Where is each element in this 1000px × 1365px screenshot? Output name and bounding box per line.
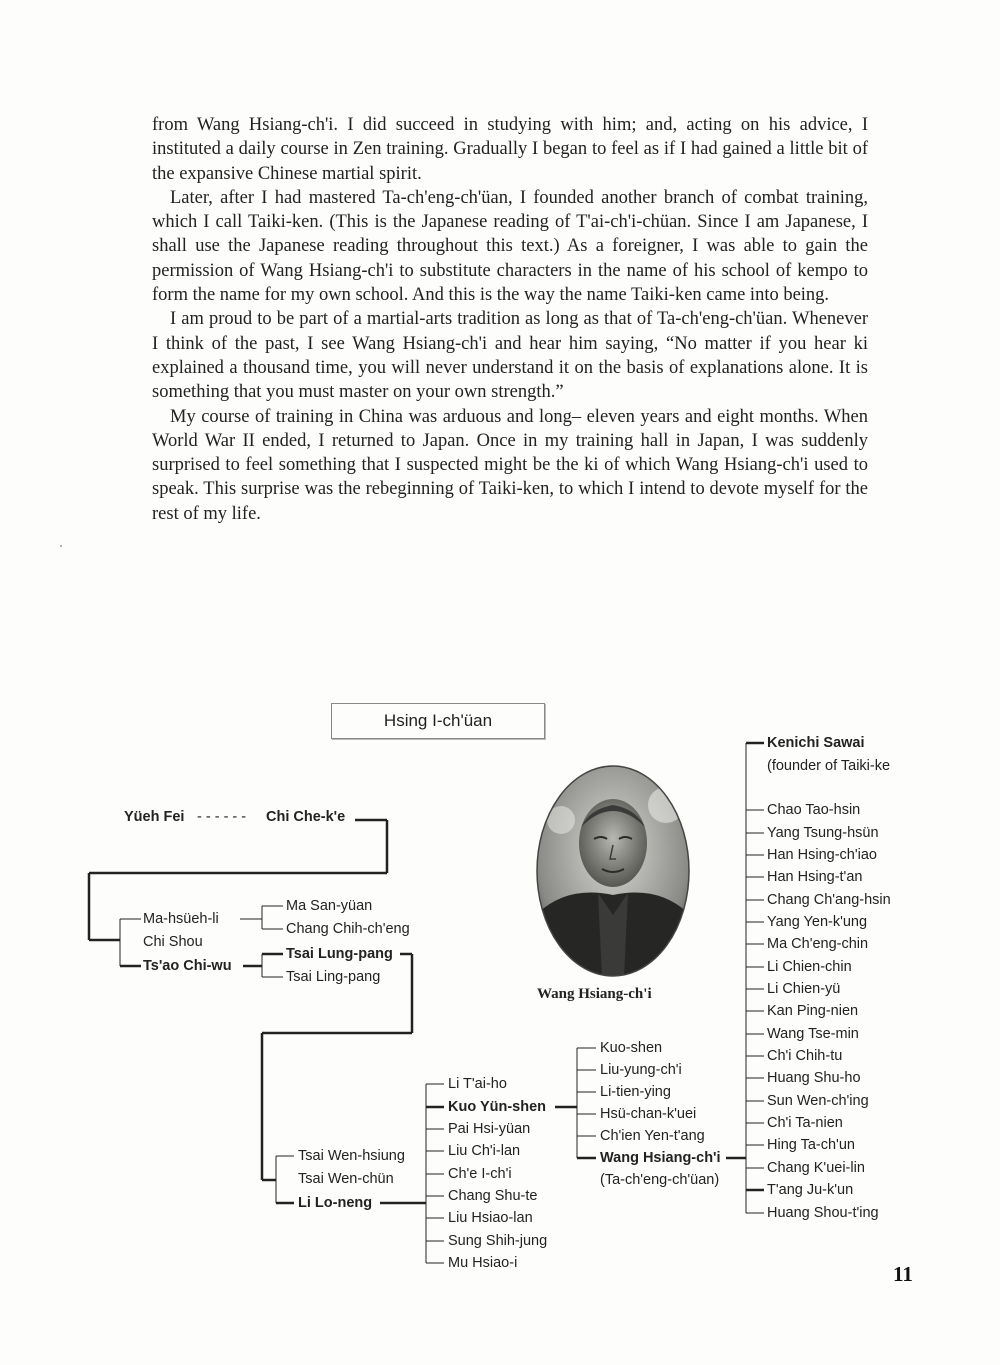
lineage-name: Chang Ch'ang-hsin — [767, 892, 891, 908]
lineage-name: Yang Tsung-hsün — [767, 825, 879, 841]
lineage-name: Ma Ch'eng-chin — [767, 936, 869, 952]
lineage-name: Ma-hsüeh-li — [143, 911, 219, 927]
chart-title-text: Hsing I-ch'üan — [383, 711, 493, 730]
portrait-caption: Wang Hsiang-ch'i — [537, 986, 652, 1002]
lineage-name: Sung Shih-jung — [448, 1233, 548, 1249]
lineage-name: Liu-yung-ch'i — [600, 1062, 682, 1078]
school-name: (Ta-ch'eng-ch'üan) — [600, 1172, 720, 1188]
lineage-name: Li Chien-yü — [767, 981, 841, 997]
lineage-name: Chao Tao-hsin — [767, 802, 861, 818]
paragraph: from Wang Hsiang-ch'i. I did succeed in studying with him; and, acting on his advice, I instituted a daily course in Zen training. Gradually I began to feel as if I had gained a little bit of the expansive Chinese martial spirit. — [152, 115, 868, 184]
lineage-name: Hsü-chan-k'uei — [600, 1106, 697, 1122]
lineage-name: Wang Hsiang-ch'i — [600, 1150, 721, 1166]
lineage-name: Tsai Wen-chün — [298, 1171, 394, 1187]
lineage-name: Chang Shu-te — [448, 1188, 538, 1204]
lineage-name: Han Hsing-t'an — [767, 869, 863, 885]
lineage-name: Kuo-shen — [600, 1040, 663, 1056]
lineage-name: Han Hsing-ch'iao — [767, 847, 877, 863]
lineage-name: Kuo Yün-shen — [448, 1099, 547, 1115]
lineage-name: Huang Shou-t'ing — [767, 1205, 879, 1221]
lineage-name: Mu Hsiao-i — [448, 1255, 518, 1271]
lineage-name: Ch'i Ta-nien — [767, 1115, 843, 1131]
lineage-note: (founder of Taiki-ke — [767, 758, 891, 774]
lineage-name: Ch'i Chih-tu — [767, 1048, 843, 1064]
lineage-name: Ma San-yüan — [286, 898, 373, 914]
lineage-name: Ch'ien Yen-t'ang — [600, 1128, 705, 1144]
lineage-origin-name: Yüeh Fei — [124, 809, 185, 825]
lineage-name: Sun Wen-ch'ing — [767, 1093, 869, 1109]
paragraph: I am proud to be part of a martial-arts tradition as long as that of Ta-ch'eng-ch'üan. Whenever I think of the past, I see Wang Hsiang-ch'i and hear him saying, “No matter if you hear ki explained a thousand time, you will never understand it on the basis of explanations alone. It is something that you must master on your own strength.” — [152, 309, 868, 403]
lineage-name: Chang K'uei-lin — [767, 1160, 865, 1176]
lineage-name: Huang Shu-ho — [767, 1070, 861, 1086]
lineage-name: Liu Hsiao-lan — [448, 1210, 533, 1226]
lineage-name: Li Lo-neng — [298, 1195, 373, 1211]
paragraph: My course of training in China was arduous and long– eleven years and eight months. When World War II ended, I returned to Japan. Once in my training hall in Japan, I was suddenly surprised to feel something that I suspected might be the ki of which Wang Hsiang-ch'i used to speak. This surprise was the rebeginning of Taiki-ken, to which I intend to devote myself for the rest of my life. — [152, 406, 868, 524]
lineage-name: Kenichi Sawai — [767, 735, 865, 751]
lineage-name: Wang Tse-min — [767, 1026, 859, 1042]
lineage-dashes: - - - - - - — [197, 809, 247, 825]
lineage-name: Hing Ta-ch'un — [767, 1137, 855, 1153]
paragraph: Later, after I had mastered Ta-ch'eng-ch'üan, I founded another branch of combat training, which I call Taiki-ken. (This is the Japanese reading of T'ai-ch'i-chüan. Since I am Japanese, I shall use the Japanese reading throughout this text.) As a foreigner, I was able to gain the permission of Wang Hsiang-ch'i to substitute characters in the name of his school of kempo to form the name for my own school. And this is the way the name Taiki-ken came into being. — [152, 187, 868, 306]
lineage-name: Ch'e I-ch'i — [448, 1166, 512, 1182]
lineage-name: Tsai Lung-pang — [286, 946, 393, 962]
lineage-name: Kan Ping-nien — [767, 1003, 859, 1019]
lineage-name: Chang Chih-ch'eng — [286, 921, 410, 937]
lineage-name: Li Chien-chin — [767, 959, 852, 975]
lineage-name: Li-tien-ying — [600, 1084, 671, 1100]
lineage-name: Li T'ai-ho — [448, 1076, 507, 1092]
lineage-name: Chi Shou — [143, 934, 203, 950]
lineage-name: Pai Hsi-yüan — [448, 1121, 531, 1137]
lineage-name: Yang Yen-k'ung — [767, 914, 868, 930]
portrait-photo — [536, 765, 690, 977]
lineage-name: Ts'ao Chi-wu — [143, 958, 232, 974]
page-number: 11 — [893, 1262, 913, 1286]
lineage-name: Chi Che-k'e — [266, 809, 346, 825]
lineage-name: T'ang Ju-k'un — [767, 1182, 854, 1198]
lineage-name: Liu Ch'i-lan — [448, 1143, 521, 1159]
lineage-name: Tsai Wen-hsiung — [298, 1148, 405, 1164]
lineage-name: Tsai Ling-pang — [286, 969, 381, 985]
